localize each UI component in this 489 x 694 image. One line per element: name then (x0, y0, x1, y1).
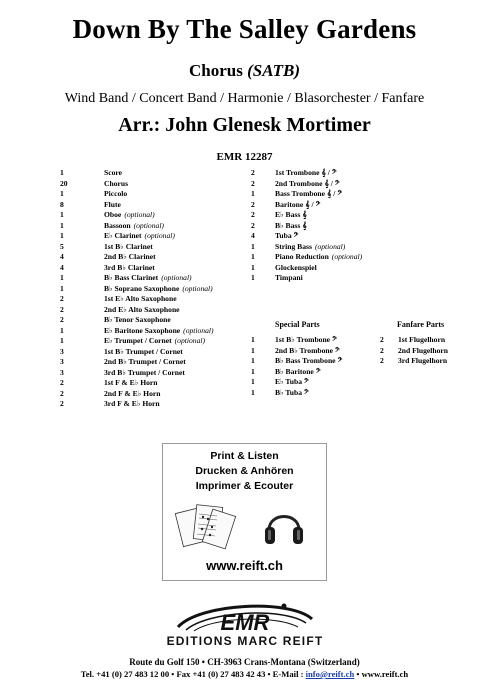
part-name: B♭ Soprano Saxophone (104, 283, 180, 293)
fanfare-parts-heading: Fanfare Parts (397, 320, 445, 329)
part-quantity: 1 (251, 356, 255, 365)
part-quantity: 1 (251, 366, 255, 376)
part-row (60, 284, 214, 295)
part-name: 1st F & E♭ Horn (104, 378, 158, 387)
promo-line-german: Drucken & Anhören (195, 465, 294, 477)
part-name: 2nd Trombone 𝄞 / 𝄢 (275, 178, 340, 188)
part-name: Timpani (275, 273, 303, 282)
part-row (60, 242, 214, 253)
part-row (251, 367, 342, 378)
part-quantity: 1 (251, 273, 255, 282)
part-name: B♭ Tenor Saxophone (104, 315, 171, 324)
part-row (60, 399, 214, 410)
part-name: 3rd B♭ Trumpet / Cornet (104, 367, 185, 377)
part-row (251, 356, 342, 367)
part-quantity: 1 (60, 325, 64, 335)
ensembles-line: Wind Band / Concert Band / Harmonie / Blasorchester / Fanfare (64, 91, 425, 106)
page-title: Down By The Salley Gardens (72, 14, 417, 44)
part-name: Piano Reduction (275, 252, 329, 261)
part-row (251, 252, 362, 263)
part-quantity: 1 (60, 273, 64, 282)
part-quantity: 1 (251, 241, 255, 251)
part-row (251, 221, 362, 232)
part-quantity: 2 (60, 294, 64, 303)
part-optional-note: (optional) (161, 273, 192, 282)
part-row (60, 305, 214, 316)
part-quantity: 2 (251, 168, 255, 177)
headphones-icon (263, 502, 305, 548)
part-row (60, 378, 214, 389)
part-name: Piccolo (104, 189, 128, 198)
part-name: 2nd B♭ Trombone 𝄢 (275, 345, 340, 355)
part-quantity: 5 (60, 241, 64, 251)
part-row (60, 210, 214, 221)
part-quantity: 1 (60, 168, 64, 177)
part-name: E♭ Bass 𝄞 (275, 210, 307, 219)
part-row (60, 200, 214, 211)
part-name: 2nd B♭ Clarinet (104, 252, 156, 261)
part-name: 1st B♭ Trombone 𝄢 (275, 335, 337, 344)
part-row (251, 335, 342, 346)
part-quantity: 4 (60, 252, 64, 261)
part-name: String Bass (275, 241, 312, 251)
part-quantity: 2 (380, 345, 384, 355)
part-quantity: 2 (251, 220, 255, 230)
part-quantity: 1 (60, 283, 64, 293)
part-name: B♭ Bass Trombone 𝄢 (275, 356, 343, 365)
part-quantity: 1 (251, 377, 255, 386)
part-quantity: 1 (251, 335, 255, 344)
part-name: Bass Trombone 𝄞 / 𝄢 (275, 189, 343, 198)
part-optional-note: (optional) (174, 336, 206, 345)
part-name: 2nd F & E♭ Horn (104, 388, 161, 398)
parts-list-right (251, 168, 362, 284)
part-row (60, 326, 214, 337)
part-quantity: 2 (251, 178, 255, 188)
part-name: Oboe (104, 210, 122, 219)
promo-line-english: Print & Listen (210, 450, 279, 462)
part-quantity: 20 (60, 178, 68, 188)
contact-email-link[interactable]: info@reift.ch (305, 669, 355, 679)
part-name: 1st B♭ Trumpet / Cornet (104, 346, 183, 356)
part-quantity: 1 (60, 231, 64, 240)
part-name: 3rd F & E♭ Horn (104, 399, 160, 408)
part-quantity: 2 (251, 210, 255, 219)
part-name: Glockenspiel (275, 262, 317, 272)
part-row (380, 346, 448, 357)
part-row (60, 357, 214, 368)
part-row (60, 189, 214, 200)
part-quantity: 2 (60, 388, 64, 398)
part-row (380, 356, 448, 367)
part-row (60, 315, 214, 326)
part-quantity: 2 (380, 335, 384, 344)
special-parts-heading: Special Parts (275, 320, 320, 329)
part-quantity: 2 (60, 399, 64, 408)
part-row (60, 221, 214, 232)
part-row (251, 377, 342, 388)
part-name: 1st Flugelhorn (398, 335, 446, 344)
part-optional-note: (optional) (331, 252, 363, 261)
part-row (60, 347, 214, 358)
part-quantity: 1 (60, 210, 64, 219)
sheet-music-icon (175, 500, 237, 552)
part-quantity: 4 (60, 262, 64, 272)
print-listen-box[interactable] (162, 443, 327, 581)
part-name: B♭ Tuba 𝄢 (275, 387, 309, 397)
logo-mark: EMR (220, 610, 270, 635)
part-quantity: 1 (251, 387, 255, 397)
contact-phone-fax: Tel. +41 (0) 27 483 12 00 • Fax +41 (0) 27 483 42 43 • E-Mail : (80, 669, 306, 679)
part-row (380, 335, 448, 346)
part-row (251, 200, 362, 211)
part-quantity: 1 (60, 220, 64, 230)
part-quantity: 3 (60, 367, 64, 377)
part-row (251, 179, 362, 190)
part-row (251, 168, 362, 179)
catalog-number: EMR 12287 (216, 151, 273, 163)
part-quantity: 1 (251, 189, 255, 198)
part-quantity: 8 (60, 199, 64, 209)
part-row (251, 273, 362, 284)
part-name: E♭ Clarinet (104, 231, 142, 240)
part-row (60, 252, 214, 263)
part-row (60, 336, 214, 347)
part-quantity: 2 (60, 304, 64, 314)
part-row (251, 346, 342, 357)
part-quantity: 2 (380, 356, 384, 365)
promo-url[interactable]: www.reift.ch (206, 558, 283, 573)
part-name: 3rd Flugelhorn (398, 356, 448, 365)
part-row (251, 231, 362, 242)
part-quantity: 2 (251, 199, 255, 209)
part-row (251, 263, 362, 274)
part-name: 3rd B♭ Clarinet (104, 262, 155, 272)
part-name: Chorus (104, 178, 129, 188)
part-quantity: 2 (60, 315, 64, 324)
part-quantity: 3 (60, 357, 64, 366)
part-row (60, 263, 214, 274)
part-name: E♭ Trumpet / Cornet (104, 336, 172, 345)
part-quantity: 4 (251, 231, 255, 240)
part-quantity: 1 (60, 336, 64, 345)
contact-website[interactable]: • www.reift.ch (354, 669, 409, 679)
part-optional-note: (optional) (124, 210, 155, 219)
part-row (60, 231, 214, 242)
parts-list-left (60, 168, 214, 410)
part-row (251, 189, 362, 200)
part-row (60, 368, 214, 379)
part-quantity: 1 (251, 252, 255, 261)
part-name: B♭ Bass 𝄞 (275, 220, 307, 230)
part-quantity: 1 (60, 189, 64, 198)
special-parts-list (251, 335, 342, 398)
part-name: 1st E♭ Alto Saxophone (104, 294, 177, 303)
publisher-address: Route du Golf 150 • CH-3963 Crans-Montana (Switzerland) (129, 657, 360, 667)
part-name: 2nd E♭ Alto Saxophone (104, 304, 180, 314)
part-row (251, 210, 362, 221)
part-name: Baritone 𝄞 / 𝄢 (275, 199, 321, 209)
part-row (60, 179, 214, 190)
part-name: 1st B♭ Clarinet (104, 241, 153, 251)
part-name: Bassoon (104, 220, 131, 230)
arranger: Arr.: John Glenesk Mortimer (118, 114, 371, 136)
fanfare-parts-list (380, 335, 448, 367)
part-name: B♭ Bass Clarinet (104, 273, 159, 282)
part-quantity: 1 (251, 262, 255, 272)
part-optional-note: (optional) (182, 283, 213, 293)
part-row (60, 294, 214, 305)
part-name: Flute (104, 199, 121, 209)
part-quantity: 2 (60, 378, 64, 387)
promo-line-french: Imprimer & Ecouter (195, 480, 294, 492)
part-name: 2nd B♭ Trumpet / Cornet (104, 357, 186, 366)
subtitle (0, 61, 489, 81)
part-name: Tuba 𝄢 (275, 231, 299, 240)
part-name: 2nd Flugelhorn (398, 345, 449, 355)
part-row (251, 388, 342, 399)
publisher-contact (0, 669, 489, 679)
part-row (60, 168, 214, 179)
part-name: B♭ Baritone 𝄢 (275, 366, 321, 376)
part-name: Score (104, 168, 122, 177)
subtitle-voicing: (SATB) (247, 61, 300, 80)
part-optional-note: (optional) (314, 241, 346, 251)
part-quantity: 3 (60, 346, 64, 356)
part-optional-note: (optional) (133, 220, 164, 230)
subtitle-main: Chorus (188, 61, 243, 80)
part-name: 1st Trombone 𝄞 / 𝄢 (275, 168, 337, 177)
logo-name: EDITIONS MARC REIFT (166, 634, 324, 647)
part-row (60, 273, 214, 284)
part-name: E♭ Baritone Saxophone (104, 325, 181, 335)
emr-logo (160, 597, 330, 647)
part-optional-note: (optional) (183, 325, 214, 335)
part-row (251, 242, 362, 253)
part-name: E♭ Tuba 𝄢 (275, 377, 309, 386)
part-row (60, 389, 214, 400)
part-quantity: 1 (251, 345, 255, 355)
part-optional-note: (optional) (144, 231, 175, 240)
